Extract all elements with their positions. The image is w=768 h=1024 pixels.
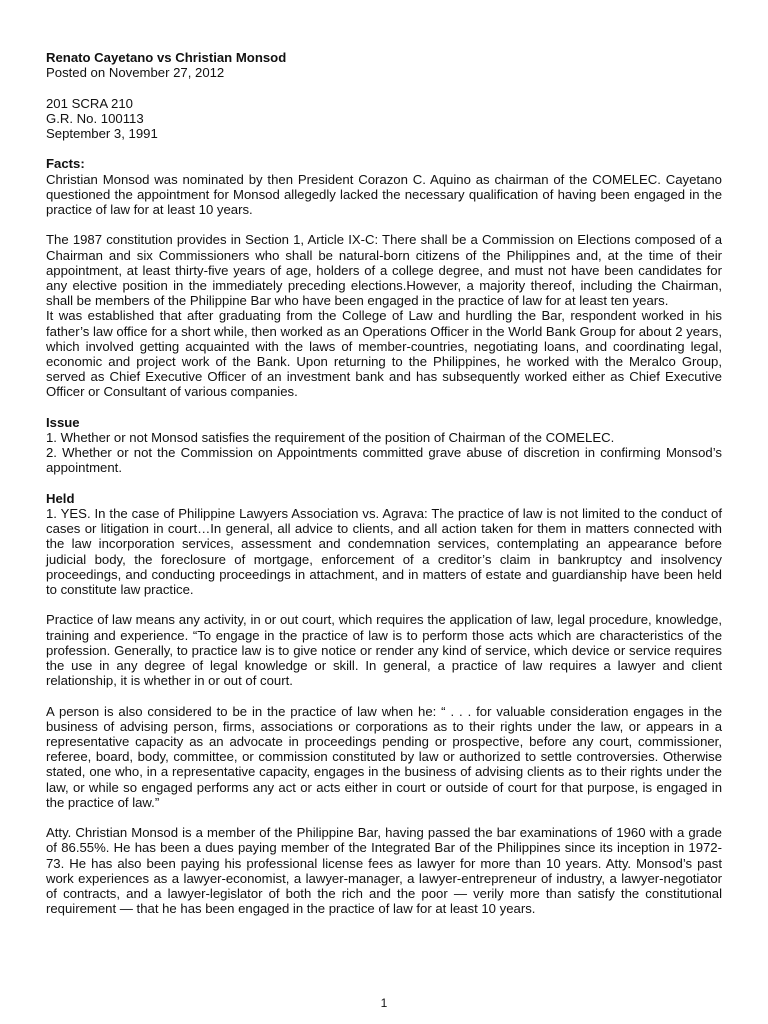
issue-heading: Issue — [46, 414, 80, 430]
posted-date: Posted on November 27, 2012 — [46, 65, 225, 81]
citation-date: September 3, 1991 — [46, 126, 158, 141]
issue-item: 1. Whether or not Monsod satisfies the requirement of the position of Chairman of the COMELEC. — [46, 430, 615, 446]
document-body — [46, 50, 722, 916]
facts-paragraph: It was established that after graduating from the College of Law and hurdling the Bar, respondent worked in his father’s law office for a short while, then worked as an Operations Officer in the World Bank Group for about 2 years, which involved getting acquainted with the laws of member-countries, negotiating loans, and coordinating legal, economic and project work of the Bank. Upon returning to the Philippines, he worked with the Meralco Group, served as Chief Executive Officer of an investment bank and has subsequently worked either as Chief Executive Officer or Consultant of various companies. — [46, 308, 722, 400]
held-paragraph: A person is also considered to be in the practice of law when he: “ . . . for valuable consideration engages in the business of advising person, firms, associations or corporations as to their rights under the law, or appears in a representative capacity as an advocate in proceedings pending or prospective, before any court, commissioner, referee, board, body, committee, or commission constituted by law or authorized to settle controversies. Otherwise stated, one who, in a representative capacity, engages in the business of advising clients as to their rights under the law, or while so engaged performs any act or acts either in court or outside of court for that purpose, is engaged in the practice of law.” — [46, 703, 722, 810]
citation-gr-number: G.R. No. 100113 — [46, 110, 144, 126]
facts-paragraph: Christian Monsod was nominated by then President Corazon C. Aquino as chairman of the COMELEC. Cayetano questioned the appointment for Monsod allegedly lacked the necessary qualification of having been engaged in the practice of law for at least 10 years. — [46, 171, 722, 217]
document-title: Renato Cayetano vs Christian Monsod — [46, 50, 287, 65]
held-paragraph: Practice of law means any activity, in or out court, which requires the application of law, legal procedure, knowledge, training and experience. “To engage in the practice of law is to perform those acts which are characteristics of the profession. Generally, to practice law is to give notice or render any kind of service, which device or service requires the use in any degree of legal knowledge or skill. In general, a practice of law requires a lawyer and client relationship, it is whether in or out of court. — [46, 612, 722, 689]
issue-item: 2. Whether or not the Commission on Appointments committed grave abuse of discretion in confirming Monsod’s appointment. — [46, 445, 722, 476]
held-paragraph: Atty. Christian Monsod is a member of the Philippine Bar, having passed the bar examinations of 1960 with a grade of 86.55%. He has been a dues paying member of the Integrated Bar of the Philippines since its inception in 1972-73. He has also been paying his professional license fees as lawyer for more than 10 years. Atty. Monsod’s past work experiences as a lawyer-economist, a lawyer-manager, a lawyer-entrepreneur of industry, a lawyer-negotiator of contracts, and a lawyer-legislator of both the rich and the poor — verily more than satisfy the constitutional requirement — that he has been engaged in the practice of law for at least 10 years. — [46, 825, 722, 917]
held-heading: Held — [46, 490, 75, 506]
facts-heading: Facts: — [46, 156, 85, 172]
facts-paragraph: The 1987 constitution provides in Section 1, Article IX-C: There shall be a Commission on Elections composed of a Chairman and six Commissioners who shall be natural-born citizens of the Philippines and, at the time of their appointment, at least thirty-five years of age, holders of a college degree, and must not have been candidates for any elective position in the immediately preceding elections.However, a majority thereof, including the Chairman, shall be members of the Philippine Bar who have been engaged in the practice of law for at least ten years. — [46, 232, 722, 309]
citation-scra: 201 SCRA 210 — [46, 95, 133, 111]
held-paragraph: 1. YES. In the case of Philippine Lawyers Association vs. Agrava: The practice of law is not limited to the conduct of cases or litigation in court…In general, all advice to clients, and all action taken for them in matters connected with the law incorporation services, assessment and condemnation services, contemplating an appearance before judicial body, the foreclosure of mortgage, enforcement of a creditor’s claim in bankruptcy and insolvency proceedings, and conducting proceedings in attachment, and in matters of estate and guardianship have been held to constitute law practice. — [46, 506, 722, 598]
page-number: 1 — [380, 996, 388, 1010]
